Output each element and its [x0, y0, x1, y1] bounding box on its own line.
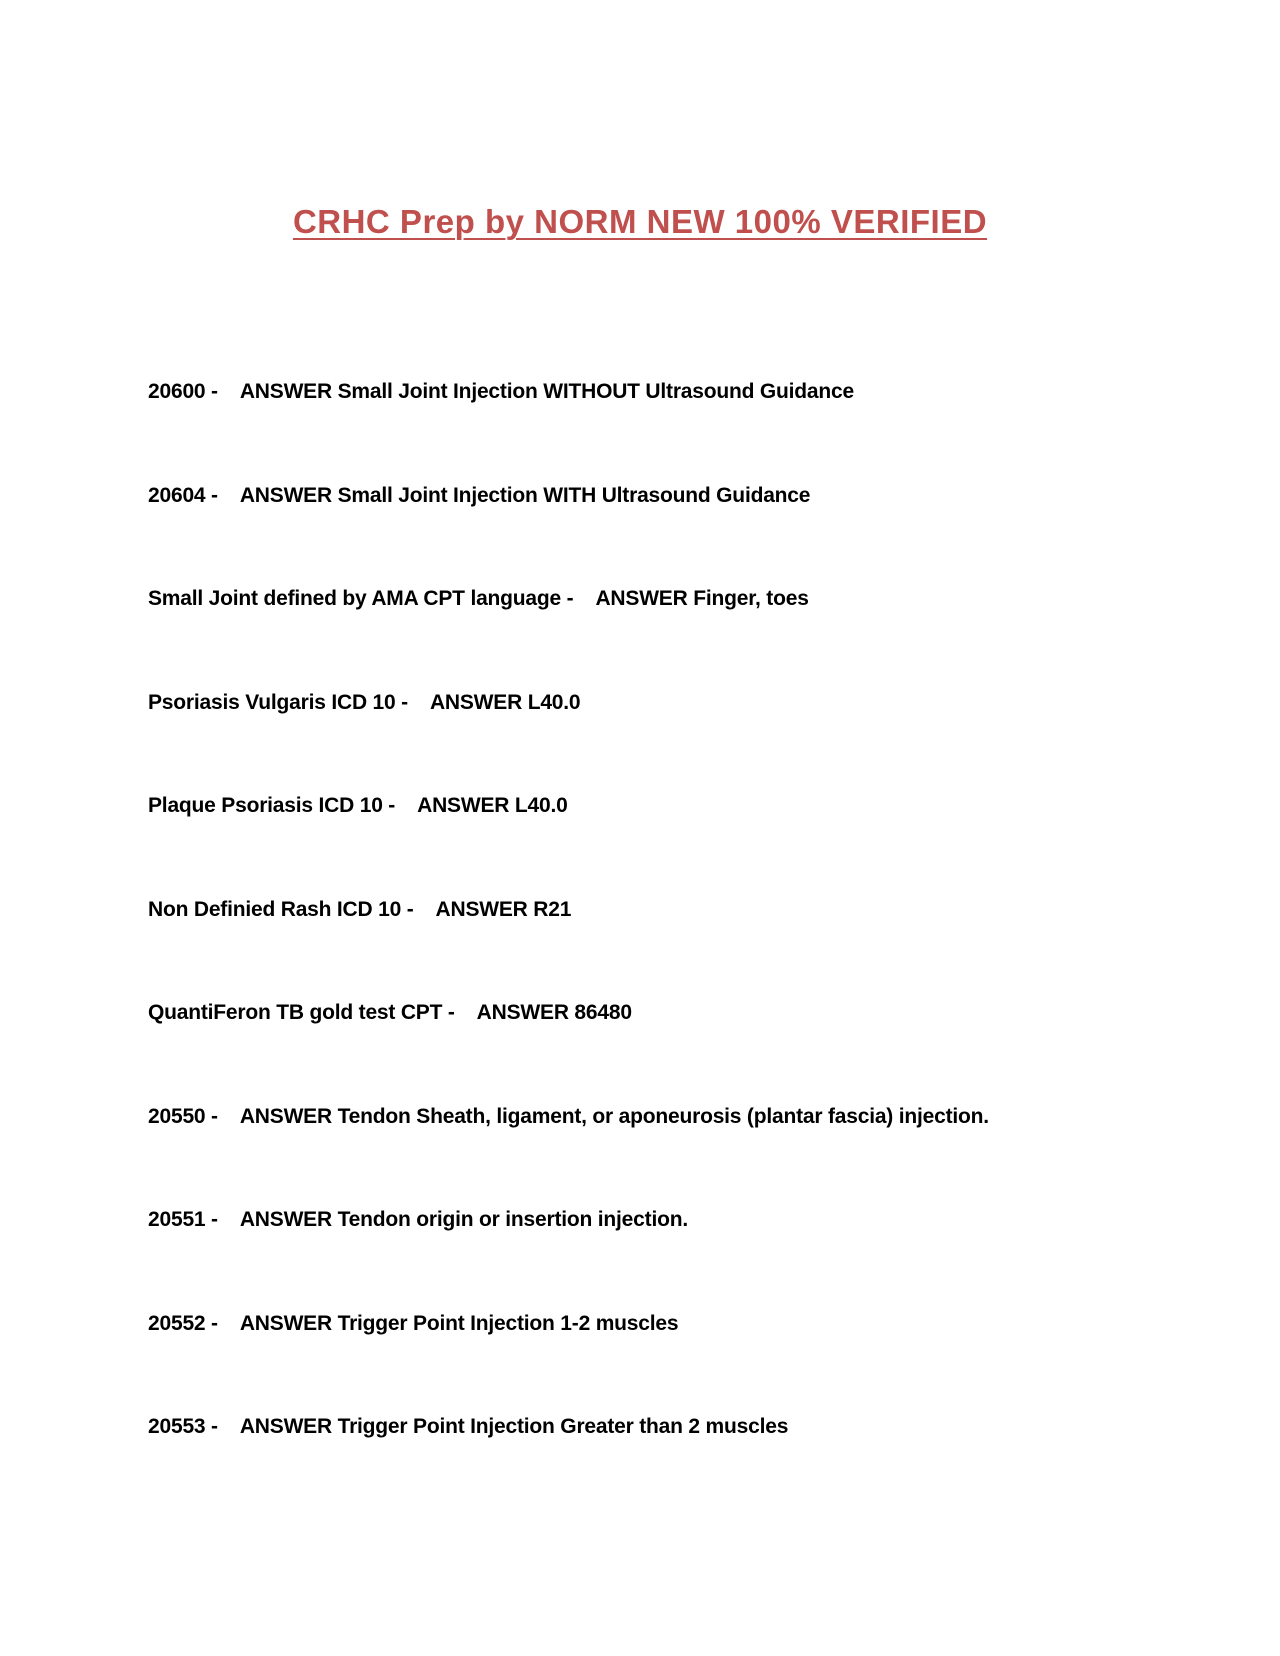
answer-text: ANSWER R21: [435, 897, 572, 921]
answer-text: ANSWER Tendon Sheath, ligament, or aponeurosis (plantar fascia) injection.: [239, 1104, 989, 1128]
answer-text: ANSWER 86480: [476, 1001, 632, 1024]
qa-entry: [148, 1312, 678, 1336]
answer-text: ANSWER Small Joint Injection WITHOUT Ultrasound Guidance: [239, 380, 854, 403]
answer-text: ANSWER Tendon origin or insertion injection.: [239, 1208, 688, 1231]
answer-text: ANSWER L40.0: [429, 690, 581, 714]
question-text: 20552 -: [148, 1311, 218, 1335]
question-text: Small Joint defined by AMA CPT language -: [148, 587, 574, 610]
question-text: Psoriasis Vulgaris ICD 10 -: [148, 690, 408, 714]
qa-entry: [148, 1208, 688, 1232]
question-text: 20604 -: [148, 483, 218, 507]
question-text: Plaque Psoriasis ICD 10 -: [148, 794, 396, 817]
qa-entry: [148, 691, 580, 715]
qa-entry: [148, 380, 854, 404]
qa-entry: [148, 1105, 989, 1129]
qa-entry: [148, 587, 809, 611]
answer-text: ANSWER L40.0: [417, 794, 568, 817]
qa-entry: [148, 484, 810, 508]
answer-text: ANSWER Trigger Point Injection 1-2 muscles: [239, 1311, 679, 1335]
qa-entry: [148, 794, 568, 818]
document-title: CRHC Prep by NORM NEW 100% VERIFIED: [292, 203, 988, 240]
question-text: 20600 -: [148, 380, 218, 403]
qa-entry: [148, 1415, 788, 1439]
answer-text: ANSWER Finger, toes: [595, 587, 809, 610]
question-text: Non Definied Rash ICD 10 -: [148, 897, 414, 921]
question-text: 20551 -: [148, 1208, 218, 1231]
qa-entry: [148, 1001, 632, 1025]
question-text: 20550 -: [148, 1104, 218, 1128]
question-text: QuantiFeron TB gold test CPT -: [148, 1001, 455, 1024]
answer-text: ANSWER Small Joint Injection WITH Ultrasound Guidance: [239, 483, 811, 507]
qa-entry: [148, 898, 571, 922]
answer-text: ANSWER Trigger Point Injection Greater than 2 muscles: [239, 1415, 789, 1438]
question-text: 20553 -: [148, 1415, 218, 1438]
